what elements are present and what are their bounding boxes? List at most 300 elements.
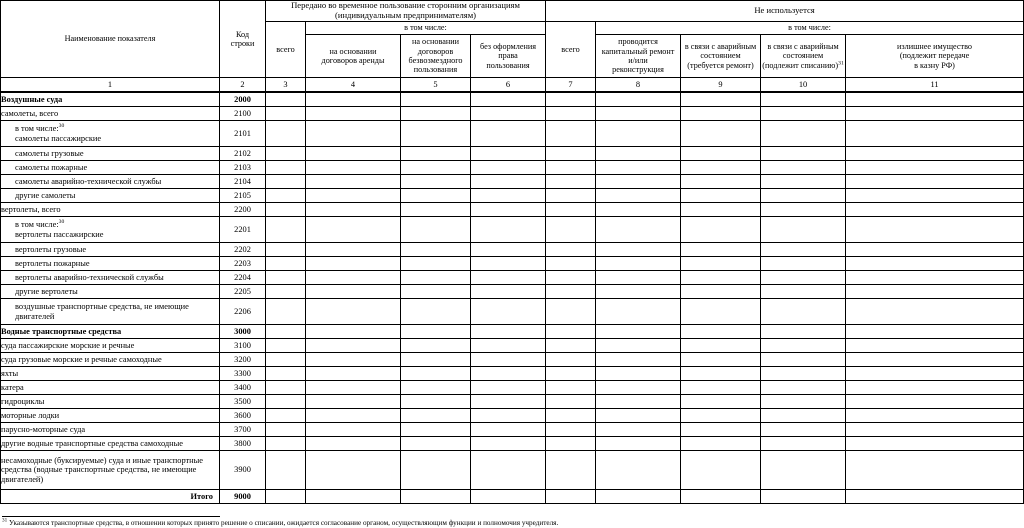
row-code: 2100 — [220, 107, 266, 121]
data-cell[interactable] — [681, 175, 761, 189]
data-cell[interactable] — [846, 147, 1024, 161]
footnote-text — [2, 519, 1024, 528]
data-cell[interactable] — [681, 367, 761, 381]
data-cell[interactable] — [306, 257, 401, 271]
row-label: Водные транспортные средства — [1, 325, 220, 339]
data-cell[interactable] — [761, 243, 846, 257]
data-cell[interactable] — [401, 147, 471, 161]
row-label: Воздушные суда — [1, 92, 220, 107]
data-cell[interactable] — [596, 451, 681, 490]
data-cell[interactable] — [596, 437, 681, 451]
data-cell[interactable] — [761, 161, 846, 175]
data-cell[interactable] — [681, 189, 761, 203]
table-row — [1, 285, 1024, 299]
header-col-free-line1: на основании — [411, 37, 459, 47]
row-label: яхты — [1, 367, 220, 381]
data-cell[interactable] — [266, 451, 306, 490]
data-cell[interactable] — [266, 409, 306, 423]
data-cell[interactable] — [846, 92, 1024, 107]
data-cell[interactable] — [401, 189, 471, 203]
data-cell[interactable] — [546, 271, 596, 285]
data-cell[interactable] — [761, 175, 846, 189]
data-cell[interactable] — [846, 423, 1024, 437]
data-cell[interactable] — [266, 381, 306, 395]
row-label: парусно-моторные суда — [1, 423, 220, 437]
data-cell[interactable] — [306, 325, 401, 339]
row-label: другие самолеты — [1, 189, 220, 203]
header-col-capital-repair-line2: капитальный ремонт — [601, 46, 675, 56]
data-cell[interactable] — [266, 353, 306, 367]
row-code: 2203 — [220, 257, 266, 271]
data-cell[interactable] — [266, 243, 306, 257]
data-cell[interactable] — [266, 299, 306, 325]
data-cell[interactable] — [846, 257, 1024, 271]
data-cell[interactable] — [546, 409, 596, 423]
header-col-lease — [306, 35, 401, 78]
row-label: несамоходные (буксируемые) суда и иные транспортные средства (водные транспортные средства, не имеющие двигателей) — [1, 451, 220, 490]
data-cell[interactable] — [681, 243, 761, 257]
footnote — [0, 516, 1024, 528]
data-cell[interactable] — [846, 490, 1024, 504]
data-cell[interactable] — [306, 285, 401, 299]
data-cell[interactable] — [596, 203, 681, 217]
data-cell[interactable] — [306, 490, 401, 504]
data-cell[interactable] — [761, 353, 846, 367]
data-cell[interactable] — [401, 423, 471, 437]
row-label: Итого — [1, 490, 220, 504]
data-cell[interactable] — [846, 271, 1024, 285]
header-col-emergency-writeoff-text: (подлежит списанию) — [762, 60, 839, 70]
data-cell[interactable] — [306, 451, 401, 490]
data-cell[interactable] — [761, 147, 846, 161]
data-cell[interactable] — [266, 339, 306, 353]
data-cell[interactable] — [471, 257, 546, 271]
data-cell[interactable] — [681, 437, 761, 451]
data-cell[interactable] — [306, 395, 401, 409]
data-cell[interactable] — [596, 107, 681, 121]
data-cell[interactable] — [401, 107, 471, 121]
data-cell[interactable] — [681, 161, 761, 175]
table-row — [1, 437, 1024, 451]
data-cell[interactable] — [846, 299, 1024, 325]
data-cell[interactable] — [596, 353, 681, 367]
data-cell[interactable] — [306, 381, 401, 395]
data-cell[interactable] — [306, 353, 401, 367]
data-cell[interactable] — [266, 161, 306, 175]
row-code: 3000 — [220, 325, 266, 339]
data-cell[interactable] — [846, 395, 1024, 409]
data-cell[interactable] — [846, 175, 1024, 189]
data-cell[interactable] — [761, 271, 846, 285]
data-cell[interactable] — [471, 121, 546, 147]
data-cell[interactable] — [266, 490, 306, 504]
data-cell[interactable] — [471, 92, 546, 107]
row-label: вертолеты аварийно-технической службы — [1, 271, 220, 285]
table-row — [1, 353, 1024, 367]
data-cell[interactable] — [681, 92, 761, 107]
data-cell[interactable] — [471, 203, 546, 217]
data-cell[interactable] — [846, 381, 1024, 395]
row-code: 2204 — [220, 271, 266, 285]
data-cell[interactable] — [846, 203, 1024, 217]
header-group-unused: Не используется — [546, 1, 1024, 22]
data-cell[interactable] — [401, 217, 471, 243]
data-cell[interactable] — [761, 423, 846, 437]
data-cell[interactable] — [546, 161, 596, 175]
data-cell[interactable] — [306, 203, 401, 217]
data-cell[interactable] — [681, 257, 761, 271]
data-cell[interactable] — [681, 381, 761, 395]
data-cell[interactable] — [761, 339, 846, 353]
data-cell[interactable] — [596, 325, 681, 339]
data-cell[interactable] — [546, 203, 596, 217]
header-col-free-line4: пользования — [413, 65, 458, 75]
data-cell[interactable] — [596, 381, 681, 395]
data-cell[interactable] — [546, 367, 596, 381]
header-row-code — [220, 1, 266, 78]
data-cell[interactable] — [681, 203, 761, 217]
data-cell[interactable] — [546, 217, 596, 243]
data-cell[interactable] — [596, 217, 681, 243]
row-code: 2000 — [220, 92, 266, 107]
header-col-capital-repair — [596, 35, 681, 78]
data-cell[interactable] — [266, 203, 306, 217]
header-group-transferred-line1: Передано во временное пользование сторонним организациям — [291, 0, 520, 11]
data-cell[interactable] — [681, 121, 761, 147]
data-cell[interactable] — [846, 367, 1024, 381]
data-cell[interactable] — [596, 271, 681, 285]
data-cell[interactable] — [306, 243, 401, 257]
data-cell[interactable] — [306, 107, 401, 121]
header-col-emergency-writeoff-line3 — [761, 61, 845, 70]
data-cell[interactable] — [306, 299, 401, 325]
data-cell[interactable] — [266, 92, 306, 107]
data-cell[interactable] — [681, 423, 761, 437]
data-cell[interactable] — [471, 353, 546, 367]
table-row — [1, 161, 1024, 175]
data-cell[interactable] — [681, 107, 761, 121]
header-row-code-line2: строки — [230, 39, 255, 48]
data-cell[interactable] — [401, 92, 471, 107]
data-cell[interactable] — [846, 353, 1024, 367]
header-col-emergency-writeoff — [761, 35, 846, 78]
header-col-free-line2: договоров — [417, 46, 454, 56]
data-cell[interactable] — [401, 243, 471, 257]
data-cell[interactable] — [681, 490, 761, 504]
data-cell[interactable] — [761, 92, 846, 107]
data-cell[interactable] — [266, 107, 306, 121]
footnote-rule — [2, 516, 220, 517]
data-cell[interactable] — [306, 339, 401, 353]
row-code: 2105 — [220, 189, 266, 203]
row-label: вертолеты пожарные — [1, 257, 220, 271]
data-cell[interactable] — [401, 285, 471, 299]
data-cell[interactable] — [681, 217, 761, 243]
table-row — [1, 92, 1024, 107]
data-cell[interactable] — [596, 490, 681, 504]
data-cell[interactable] — [681, 395, 761, 409]
data-cell[interactable] — [761, 189, 846, 203]
data-cell[interactable] — [761, 490, 846, 504]
data-cell[interactable] — [596, 367, 681, 381]
data-cell[interactable] — [546, 189, 596, 203]
table-row — [1, 451, 1024, 490]
table-row — [1, 107, 1024, 121]
data-cell[interactable] — [471, 409, 546, 423]
data-cell[interactable] — [266, 189, 306, 203]
row-code: 2206 — [220, 299, 266, 325]
data-cell[interactable] — [471, 299, 546, 325]
data-cell[interactable] — [306, 423, 401, 437]
data-cell[interactable] — [596, 189, 681, 203]
data-cell[interactable] — [546, 381, 596, 395]
data-cell[interactable] — [401, 490, 471, 504]
data-cell[interactable] — [846, 189, 1024, 203]
table-row — [1, 325, 1024, 339]
data-cell[interactable] — [401, 271, 471, 285]
row-label-superscript: 30 — [58, 123, 65, 130]
data-cell[interactable] — [471, 423, 546, 437]
data-cell[interactable] — [596, 409, 681, 423]
data-cell[interactable] — [266, 325, 306, 339]
data-cell[interactable] — [471, 367, 546, 381]
data-cell[interactable] — [761, 325, 846, 339]
data-cell[interactable] — [846, 217, 1024, 243]
data-cell[interactable] — [846, 285, 1024, 299]
data-cell[interactable] — [401, 121, 471, 147]
data-cell[interactable] — [471, 271, 546, 285]
row-code: 9000 — [220, 490, 266, 504]
data-cell[interactable] — [306, 92, 401, 107]
data-cell[interactable] — [471, 490, 546, 504]
data-cell[interactable] — [761, 409, 846, 423]
data-cell[interactable] — [761, 257, 846, 271]
data-cell[interactable] — [546, 339, 596, 353]
row-code: 3400 — [220, 381, 266, 395]
data-cell[interactable] — [401, 437, 471, 451]
data-cell[interactable] — [266, 121, 306, 147]
header-col-emergency-repair-line1: в связи с аварийным — [684, 41, 757, 51]
data-cell[interactable] — [546, 395, 596, 409]
data-cell[interactable] — [761, 299, 846, 325]
data-cell[interactable] — [546, 325, 596, 339]
data-cell[interactable] — [266, 285, 306, 299]
data-cell[interactable] — [681, 409, 761, 423]
data-cell[interactable] — [846, 437, 1024, 451]
column-number-row — [1, 78, 1024, 93]
column-number-11: 11 — [846, 78, 1024, 93]
row-code: 2104 — [220, 175, 266, 189]
data-cell[interactable] — [546, 299, 596, 325]
data-cell[interactable] — [471, 285, 546, 299]
row-label: воздушные транспортные средства, не имеющие двигателей — [1, 299, 220, 325]
data-cell[interactable] — [681, 353, 761, 367]
data-cell[interactable] — [546, 92, 596, 107]
data-cell[interactable] — [306, 147, 401, 161]
data-cell[interactable] — [401, 257, 471, 271]
data-cell[interactable] — [306, 161, 401, 175]
data-cell[interactable] — [761, 107, 846, 121]
data-cell[interactable] — [596, 147, 681, 161]
table-row — [1, 147, 1024, 161]
data-cell[interactable] — [471, 217, 546, 243]
data-cell[interactable] — [401, 325, 471, 339]
data-cell[interactable] — [401, 161, 471, 175]
table-row — [1, 189, 1024, 203]
header-unused-total: всего — [546, 22, 596, 78]
data-cell[interactable] — [846, 409, 1024, 423]
header-indicator-name: Наименование показателя — [1, 1, 220, 78]
data-cell[interactable] — [596, 92, 681, 107]
data-cell[interactable] — [761, 437, 846, 451]
data-cell[interactable] — [761, 451, 846, 490]
data-cell[interactable] — [546, 243, 596, 257]
data-cell[interactable] — [471, 339, 546, 353]
row-label — [1, 217, 220, 243]
data-cell[interactable] — [401, 299, 471, 325]
data-cell[interactable] — [266, 271, 306, 285]
data-cell[interactable] — [266, 437, 306, 451]
header-col-capital-repair-line3: и/или — [628, 56, 648, 65]
data-cell[interactable] — [761, 367, 846, 381]
data-cell[interactable] — [306, 175, 401, 189]
data-cell[interactable] — [546, 121, 596, 147]
data-cell[interactable] — [306, 437, 401, 451]
data-cell[interactable] — [546, 175, 596, 189]
data-cell[interactable] — [306, 189, 401, 203]
data-cell[interactable] — [266, 367, 306, 381]
data-cell[interactable] — [846, 161, 1024, 175]
data-cell[interactable] — [546, 437, 596, 451]
table-row — [1, 257, 1024, 271]
row-label — [1, 121, 220, 147]
data-cell[interactable] — [471, 395, 546, 409]
data-cell[interactable] — [681, 339, 761, 353]
data-cell[interactable] — [306, 121, 401, 147]
data-cell[interactable] — [681, 451, 761, 490]
data-cell[interactable] — [681, 271, 761, 285]
data-cell[interactable] — [266, 147, 306, 161]
data-cell[interactable] — [401, 353, 471, 367]
data-cell[interactable] — [306, 217, 401, 243]
data-cell[interactable] — [596, 175, 681, 189]
data-cell[interactable] — [846, 325, 1024, 339]
row-code: 3600 — [220, 409, 266, 423]
data-cell[interactable] — [266, 423, 306, 437]
data-cell[interactable] — [546, 257, 596, 271]
data-cell[interactable] — [846, 121, 1024, 147]
data-cell[interactable] — [306, 271, 401, 285]
row-label: другие водные транспортные средства самоходные — [1, 437, 220, 451]
table-row — [1, 175, 1024, 189]
data-cell[interactable] — [401, 395, 471, 409]
data-cell[interactable] — [846, 451, 1024, 490]
data-cell[interactable] — [266, 217, 306, 243]
data-cell[interactable] — [596, 257, 681, 271]
data-cell[interactable] — [471, 107, 546, 121]
data-cell[interactable] — [596, 339, 681, 353]
data-cell[interactable] — [761, 203, 846, 217]
data-cell[interactable] — [471, 325, 546, 339]
data-cell[interactable] — [761, 217, 846, 243]
header-col-emergency-writeoff-line2: состоянием — [782, 51, 824, 61]
data-cell[interactable] — [681, 147, 761, 161]
data-cell[interactable] — [761, 381, 846, 395]
data-cell[interactable] — [596, 423, 681, 437]
data-cell[interactable] — [546, 285, 596, 299]
header-row-code-line1: Код — [235, 29, 250, 39]
data-cell[interactable] — [401, 367, 471, 381]
data-cell[interactable] — [401, 409, 471, 423]
data-cell[interactable] — [546, 451, 596, 490]
data-cell[interactable] — [681, 325, 761, 339]
data-cell[interactable] — [596, 285, 681, 299]
data-cell[interactable] — [471, 161, 546, 175]
table-row — [1, 271, 1024, 285]
table-row — [1, 395, 1024, 409]
data-cell[interactable] — [761, 121, 846, 147]
data-cell[interactable] — [306, 367, 401, 381]
data-cell[interactable] — [681, 299, 761, 325]
header-col-no-right-line1: без оформления права — [480, 41, 536, 61]
data-cell[interactable] — [471, 189, 546, 203]
data-cell[interactable] — [596, 395, 681, 409]
data-cell[interactable] — [401, 203, 471, 217]
data-cell[interactable] — [546, 490, 596, 504]
data-cell[interactable] — [471, 451, 546, 490]
data-cell[interactable] — [401, 381, 471, 395]
data-cell[interactable] — [596, 121, 681, 147]
table-row — [1, 367, 1024, 381]
data-cell[interactable] — [681, 285, 761, 299]
data-cell[interactable] — [401, 451, 471, 490]
data-cell[interactable] — [266, 175, 306, 189]
data-cell[interactable] — [266, 395, 306, 409]
header-col-lease-line1: на основании — [329, 46, 377, 56]
data-cell[interactable] — [546, 353, 596, 367]
data-cell[interactable] — [471, 175, 546, 189]
header-col-lease-line2: договоров аренды — [321, 56, 385, 65]
data-cell[interactable] — [761, 285, 846, 299]
data-cell[interactable] — [306, 409, 401, 423]
data-cell[interactable] — [471, 437, 546, 451]
data-cell[interactable] — [846, 339, 1024, 353]
data-cell[interactable] — [401, 339, 471, 353]
data-cell[interactable] — [471, 381, 546, 395]
table-header — [1, 1, 1024, 93]
header-group-transferred-line2: (индивидуальным предпринимателям) — [334, 10, 477, 20]
data-cell[interactable] — [596, 243, 681, 257]
row-code: 3700 — [220, 423, 266, 437]
data-cell[interactable] — [546, 107, 596, 121]
row-label: самолеты пожарные — [1, 161, 220, 175]
data-cell[interactable] — [471, 147, 546, 161]
data-cell[interactable] — [596, 161, 681, 175]
data-cell[interactable] — [471, 243, 546, 257]
data-cell[interactable] — [846, 243, 1024, 257]
row-label: суда грузовые морские и речные самоходные — [1, 353, 220, 367]
data-cell[interactable] — [546, 147, 596, 161]
column-number-8: 8 — [596, 78, 681, 93]
header-row-groups — [1, 1, 1024, 22]
data-cell[interactable] — [761, 395, 846, 409]
data-cell[interactable] — [596, 299, 681, 325]
data-cell[interactable] — [546, 423, 596, 437]
data-cell[interactable] — [266, 257, 306, 271]
data-cell[interactable] — [846, 107, 1024, 121]
data-cell[interactable] — [401, 175, 471, 189]
column-number-3: 3 — [266, 78, 306, 93]
